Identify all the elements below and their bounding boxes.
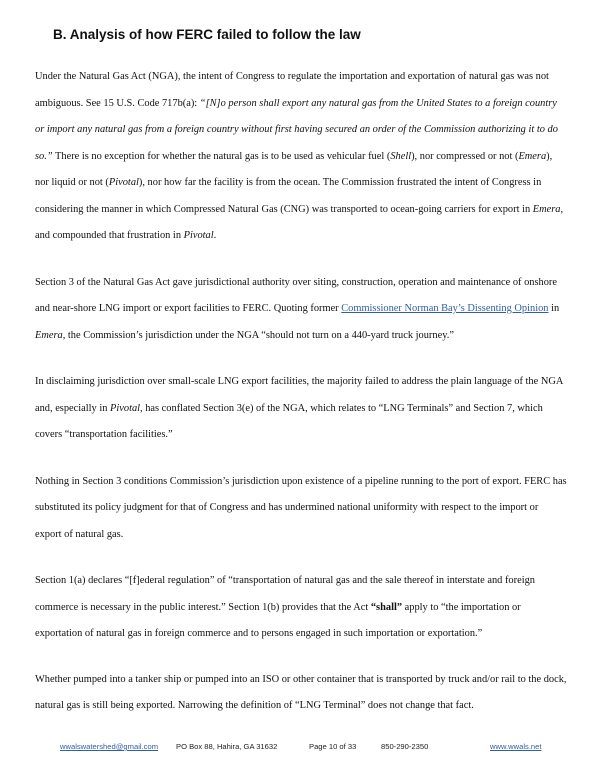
paragraph-section-3: Section 3 of the Natural Gas Act gave jurisdictional authority over siting, construction, operation and maintenance of onshore and near-shore LNG import or export facilities to FERC. Quoting former Commissioner Norman Bay’s Dissenting Opinion in Emera, the Commission’s jurisdiction under the NGA “should not turn on a 440-yard truck journey.”: [35, 276, 560, 341]
paragraph-section-1: Section 1(a) declares “[f]ederal regulation” of “transportation of natural gas and the sale thereof in interstate and foreign commerce is necessary in the public interest.” Section 1(b) provides that the Act “shall” apply to “the importation or exportation of natural gas in foreign commerce and to persons engaged in such importation or exportation.”: [35, 575, 535, 639]
case-emera: Emera: [518, 150, 547, 162]
footer-phone: 850-290-2350: [381, 742, 429, 751]
dissenting-opinion-link[interactable]: Commissioner Norman Bay’s Dissenting Opinion: [341, 303, 549, 314]
paragraph-export: Whether pumped into a tanker ship or pumped into an ISO or other container that is transported by truck and/or rail to the dock, natural gas is still being exported. Narrowing the definition of “LNG Terminal” does not change that fact.: [35, 673, 567, 711]
footer-address: PO Box 88, Hahira, GA 31632: [176, 742, 278, 751]
case-pivotal: Pivotal: [183, 230, 214, 241]
case-emera: Emera,: [532, 203, 564, 215]
section-heading: B. Analysis of how FERC failed to follow the law: [53, 27, 361, 42]
case-emera: Emera: [35, 329, 63, 341]
case-pivotal: Pivotal: [108, 177, 139, 188]
shall-emphasis: “shall”: [370, 601, 403, 613]
document-body: [35, 64, 567, 740]
case-shell: Shell: [390, 150, 412, 162]
footer-website-link[interactable]: www.wwals.net: [490, 742, 542, 751]
paragraph-nga-intent: Under the Natural Gas Act (NGA), the intent of Congress to regulate the importation and exportation of natural gas was not ambiguous. See 15 U.S. Code 717b(a): “[N]o person shall export any natural gas from the United States to a foreign country or import any natural gas from a foreign country without first having secured an order of the Commission authorizing it to do so.” There is no exception for whether the natural gas is to be used as vehicular fuel (Shell), nor compressed or not (Emera), nor liquid or not (Pivotal), nor how far the facility is from the ocean. The Commission frustrated the intent of Congress in considering the manner in which Compressed Natural Gas (CNG) was transported to ocean-going carriers for export in Emera, and compounded that frustration in Pivotal.: [35, 71, 564, 241]
paragraph-pipeline: Nothing in Section 3 conditions Commission’s jurisdiction upon existence of a pipeline running to the port of export. FERC has substituted its policy judgment for that of Congress and has undermined national uniformity with respect to the import or export of natural gas.: [35, 475, 567, 540]
case-pivotal: Pivotal,: [110, 402, 143, 414]
footer-page-number: Page 10 of 33: [309, 742, 357, 751]
paragraph-disclaiming-jurisdiction: In disclaiming jurisdiction over small-scale LNG export facilities, the majority failed to address the plain language of the NGA and, especially in Pivotal, has conflated Section 3(e) of the NGA, which relates to “LNG Terminals” and Section 7, which covers “transportation facilities.”: [35, 376, 563, 440]
statute-quote: “[N]o person shall export any natural gas from the United States to a foreign country or import any natural gas from a foreign country without first having secured an order of the Commission authorizing it to do so.”: [35, 97, 558, 162]
footer-email-link[interactable]: wwalswatershed@gmail.com: [60, 742, 159, 751]
